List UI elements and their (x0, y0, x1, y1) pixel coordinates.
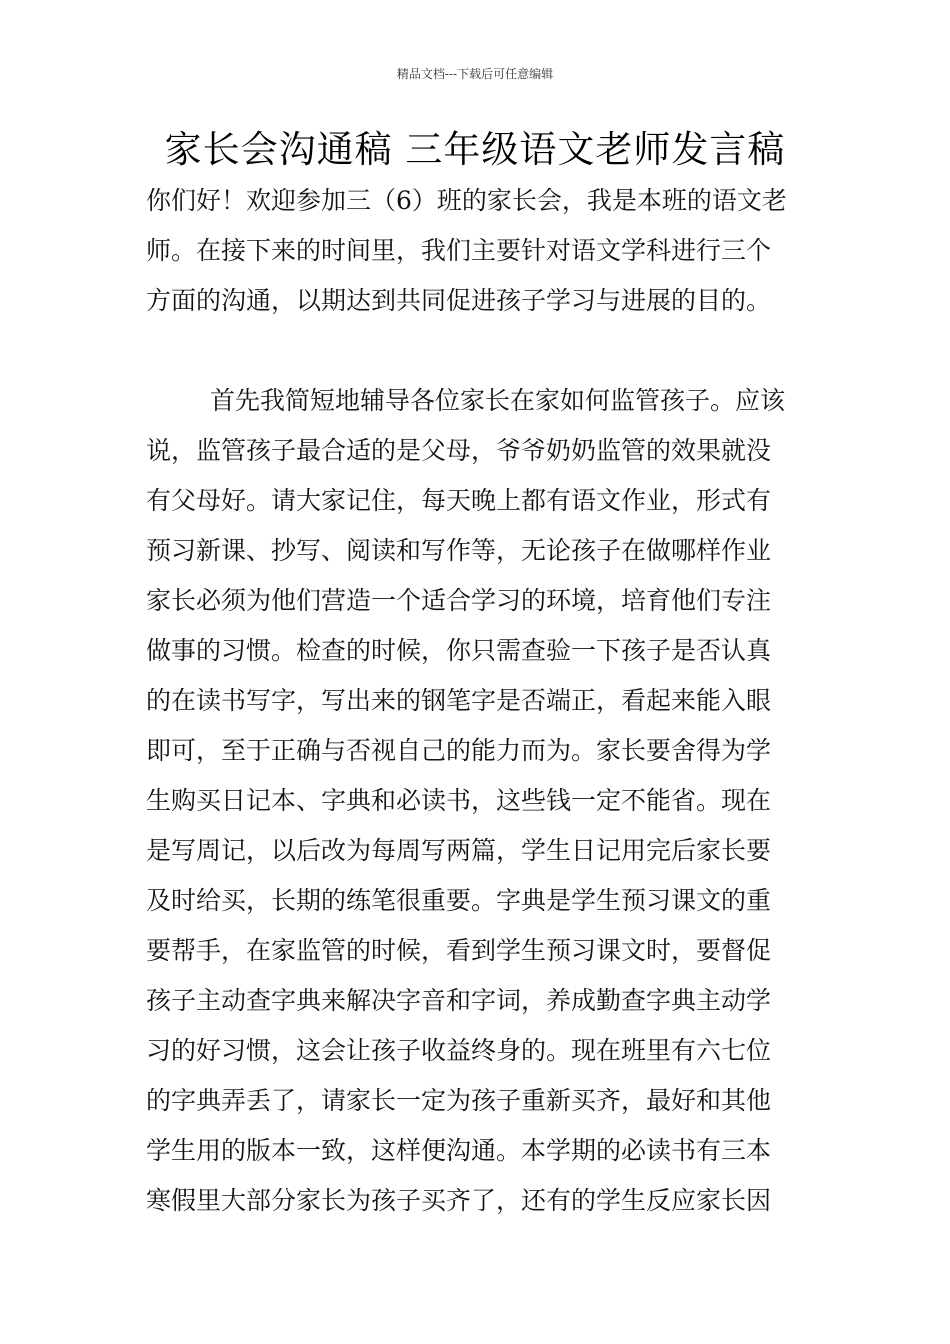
paragraph-line: 你们好！欢迎参加三（6）班的家长会，我是本班的语文老 (146, 186, 787, 215)
paragraph-line: 即可，至于正确与否视自己的能力而为。家长要舍得为学 (146, 736, 772, 765)
paragraph-line: 师。在接下来的时间里，我们主要针对语文学科进行三个 (146, 236, 772, 265)
paragraph-line: 要帮手，在家监管的时候，看到学生预习课文时，要督促 (146, 936, 772, 965)
paragraph-line: 家长必须为他们营造一个适合学习的环境，培育他们专注 (146, 586, 772, 615)
paragraph-line: 是写周记，以后改为每周写两篇，学生日记用完后家长要 (146, 836, 772, 865)
paragraph-line: 的在读书写字，写出来的钢笔字是否端正，看起来能入眼 (146, 686, 772, 715)
paragraph-line: 预习新课、抄写、阅读和写作等，无论孩子在做哪样作业 (146, 536, 772, 565)
paragraph-line: 学生用的版本一致，这样便沟通。本学期的必读书有三本 (146, 1136, 772, 1165)
paragraph-line: 做事的习惯。检查的时候，你只需查验一下孩子是否认真 (146, 636, 772, 665)
paragraph-line: 及时给买，长期的练笔很重要。字典是学生预习课文的重 (146, 886, 772, 915)
page-header: 精品文档---下载后可任意编辑 (396, 67, 554, 81)
document-title: 家长会沟通稿 三年级语文老师发言稿 (164, 128, 786, 171)
paragraph-line: 寒假里大部分家长为孩子买齐了，还有的学生反应家长因 (146, 1186, 772, 1215)
paragraph-line: 孩子主动查字典来解决字音和字词，养成勤查字典主动学 (146, 986, 772, 1015)
paragraph-line: 首先我简短地辅导各位家长在家如何监管孩子。应该 (210, 386, 786, 415)
paragraph-line: 生购买日记本、字典和必读书，这些钱一定不能省。现在 (146, 786, 772, 815)
paragraph-line: 的字典弄丢了，请家长一定为孩子重新买齐，最好和其他 (146, 1086, 772, 1115)
paragraph-supervision (146, 376, 816, 1226)
paragraph-line: 说，监管孩子最合适的是父母，爷爷奶奶监管的效果就没 (146, 436, 772, 465)
paragraph-line: 习的好习惯，这会让孩子收益终身的。现在班里有六七位 (146, 1036, 772, 1065)
paragraph-intro (146, 176, 816, 326)
paragraph-line: 方面的沟通，以期达到共同促进孩子学习与进展的目的。 (146, 286, 772, 315)
paragraph-line: 有父母好。请大家记住，每天晚上都有语文作业，形式有 (146, 486, 772, 515)
